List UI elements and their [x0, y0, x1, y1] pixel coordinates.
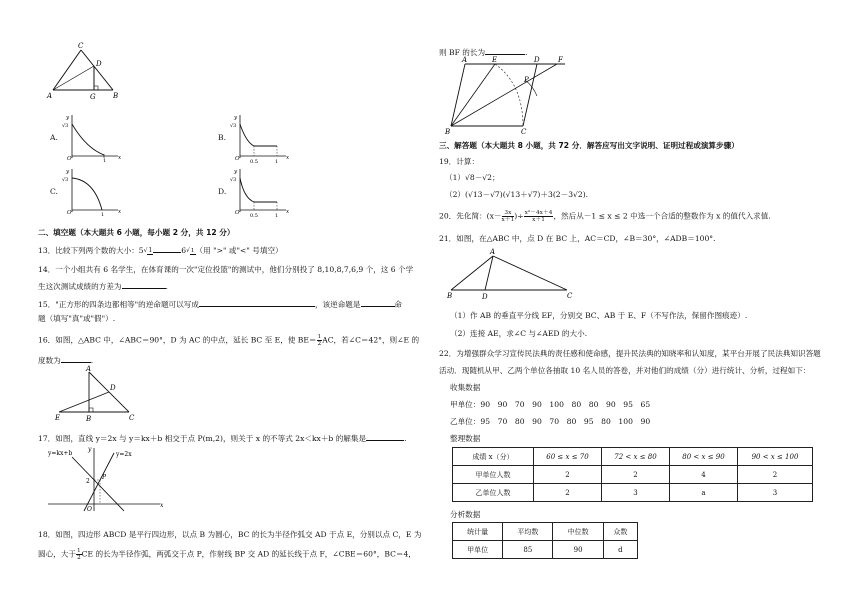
- svg-text:x: x: [160, 502, 164, 509]
- q18-line2: 圆心，大于 $\frac{1}{2}$ CE 的长为半径作弧，两弧交于点 P，作射线 BP 交 AD 的延长线于点 F，∠CBE＝60°，BC＝4，: [38, 548, 416, 561]
- svg-text:x: x: [286, 209, 290, 215]
- q22-line2: 活动．现随机从甲、乙两个单位各抽取 10 名人员的答卷，并对他们的成绩（分）进行统计、分析，过程如下：: [439, 366, 811, 375]
- svg-text:y: y: [88, 446, 92, 453]
- table-row: 统计量 平均数 中位数 众数: [453, 523, 638, 541]
- q19-part1: （1）√8－√2；: [445, 173, 500, 182]
- option-a-graph: [62, 112, 122, 162]
- svg-text:x: x: [118, 155, 122, 161]
- svg-text:√3: √3: [230, 177, 237, 183]
- svg-text:y: y: [234, 169, 238, 175]
- svg-text:1: 1: [275, 159, 279, 165]
- svg-text:O: O: [87, 506, 92, 513]
- svg-text:F: F: [558, 56, 563, 64]
- svg-text:y: y: [66, 169, 70, 175]
- q18-continued: 则 BF 的长为 .: [439, 48, 528, 57]
- svg-text:√3: √3: [62, 177, 69, 183]
- statistics-table: [452, 522, 638, 559]
- table-row: 乙单位人数 2 3 a 3: [453, 484, 813, 502]
- svg-text:B: B: [445, 128, 451, 136]
- svg-text:O: O: [235, 210, 240, 216]
- figure-21: [445, 250, 575, 302]
- q14-line2: 生这次测试成绩的方差为 .: [38, 282, 168, 291]
- q20: 20．先化简：(x－ $\frac{3x}{x+1}$ )÷ $\frac{\text{x²－4x＋4}}{x+1}$ ，然后从－1 ≤ x ≤ 2 中选一个合适的整数作为 x 的值代入求值.: [439, 210, 771, 223]
- svg-text:B: B: [447, 292, 453, 300]
- q19-part2: （2）(√13－√7)(√13＋√7)＋3(2－3√2).: [445, 190, 589, 199]
- section-2-heading: 二、填空题（本大题共 6 小题，每小题 2 分，共 12 分）: [38, 228, 235, 237]
- svg-text:C: C: [129, 414, 135, 422]
- svg-text:A: A: [490, 248, 496, 256]
- svg-text:D: D: [110, 384, 116, 392]
- label-C: C: [78, 42, 84, 50]
- label-A: A: [47, 92, 53, 100]
- svg-text:x: x: [286, 155, 290, 161]
- q22-collect: 收集数据: [450, 383, 481, 392]
- svg-text:y: y: [234, 115, 238, 121]
- figure-17: [48, 445, 168, 513]
- svg-text:O: O: [67, 210, 72, 216]
- svg-text:P: P: [524, 76, 529, 84]
- q16-line1: 16．如图，△ABC 中，∠ABC＝90°，D 为 AC 的中点，延长 BC 至 E，使 BE＝ $\frac{1}{2}$ AC，若∠C＝42°，则∠E 的: [38, 334, 420, 347]
- q22-organize: 整理数据: [450, 434, 481, 443]
- svg-text:x: x: [118, 209, 122, 215]
- option-b-graph: [230, 112, 290, 165]
- svg-text:O: O: [67, 156, 72, 162]
- svg-text:2: 2: [86, 478, 90, 485]
- q21-part1: （1）作 AB 的垂直平分线 EF，分别交 BC、AB 于 E、F（不写作法，保留作图痕迹）.: [450, 311, 748, 320]
- q18-line1: 18．如图，四边形 ABCD 是平行四边形，以点 B 为圆心，BC 的长为半径作弧交 AD 于点 E，分别以点 C，E 为: [38, 530, 422, 539]
- svg-text:A: A: [86, 365, 92, 373]
- label-G: G: [90, 93, 96, 101]
- svg-text:1: 1: [275, 213, 279, 219]
- q13: 13．比较下列两个数的大小：5√1 6√1（用 ">" 或"<" 号填空）: [38, 246, 283, 255]
- svg-text:D: D: [482, 293, 488, 301]
- svg-text:D: D: [534, 56, 540, 64]
- frequency-table: [452, 447, 813, 502]
- q16-line2: 度数为 .: [38, 356, 94, 365]
- svg-text:√3: √3: [230, 123, 237, 129]
- label-D: D: [96, 60, 102, 68]
- figure-18: [445, 58, 575, 136]
- svg-text:C: C: [521, 128, 527, 136]
- svg-text:1: 1: [101, 212, 105, 218]
- option-c-graph: [62, 166, 122, 216]
- q14-line1: 14．一个小组共有 6 名学生，在体育课的一次"定位投篮"的测试中，他们分别投了 8,10,8,7,6,9 个，这 6 个学: [38, 265, 414, 274]
- label-B: B: [113, 92, 119, 100]
- option-b-label: B.: [218, 133, 226, 142]
- svg-text:1: 1: [103, 158, 107, 164]
- table-row: 甲单位人数 2 2 4 2: [453, 466, 813, 484]
- svg-text:A: A: [462, 56, 468, 64]
- q19-title: 19．计算：: [439, 157, 480, 166]
- table-row: 成绩 x（分） 60 ≤ x ≤ 70 72 < x ≤ 80 80 < x ≤ 90 90 < x ≤ 100: [453, 448, 813, 466]
- q22-yi-data: 乙单位：95 70 80 90 70 80 95 80 100 90: [450, 417, 651, 426]
- triangle-figure: [45, 42, 125, 102]
- svg-text:√3: √3: [62, 123, 69, 129]
- section-3-heading: 三、解答题（本大题共 8 小题，共 72 分．解答应写出文字说明、证明过程或演算步骤）: [439, 141, 739, 150]
- q21-part2: （2）连接 AE，求∠C 与∠AED 的大小.: [450, 329, 588, 338]
- svg-text:E: E: [492, 56, 498, 64]
- svg-text:P: P: [102, 474, 107, 481]
- svg-text:0.5: 0.5: [250, 213, 258, 219]
- option-d-graph: [230, 166, 290, 219]
- svg-text:B: B: [86, 415, 92, 423]
- svg-text:C: C: [567, 292, 573, 300]
- q22-line1: 22．为增强群众学习宣传民法典的责任感和使命感，提升民法典的知晓率和认知度，某平台开展了民法典知识答题: [439, 349, 821, 358]
- svg-text:0.5: 0.5: [250, 159, 258, 165]
- q15-line2: 题（填写"真"或"假"）.: [38, 314, 116, 323]
- svg-text:y=kx+b: y=kx+b: [48, 450, 73, 457]
- option-c-label: C.: [50, 187, 58, 196]
- q17: 17．如图，直线 y＝2x 与 y＝kx＋b 相交于点 P(m,2)，则关于 x 的不等式 2x＜kx＋b 的解集是 .: [38, 434, 407, 443]
- option-a-label: A.: [50, 133, 58, 142]
- q22-jia-data: 甲单位：90 90 70 90 100 80 80 90 95 65: [450, 400, 651, 409]
- q15-line1: 15．"正方形的四条边都相等"的逆命题可以写成 ，该逆命题是 命: [38, 300, 403, 309]
- table-row: 甲单位 85 90 d: [453, 541, 638, 559]
- svg-text:y=2x: y=2x: [116, 451, 132, 458]
- q21-line1: 21．如图，在△ABC 中，点 D 在 BC 上，AC＝CD，∠B＝30°，∠ADB＝100°.: [439, 234, 716, 243]
- svg-text:y: y: [66, 115, 70, 121]
- svg-text:E: E: [55, 414, 61, 422]
- svg-text:O: O: [235, 156, 240, 162]
- option-d-label: D.: [218, 187, 227, 196]
- q22-analyze: 分析数据: [450, 510, 481, 519]
- figure-16: [55, 365, 135, 426]
